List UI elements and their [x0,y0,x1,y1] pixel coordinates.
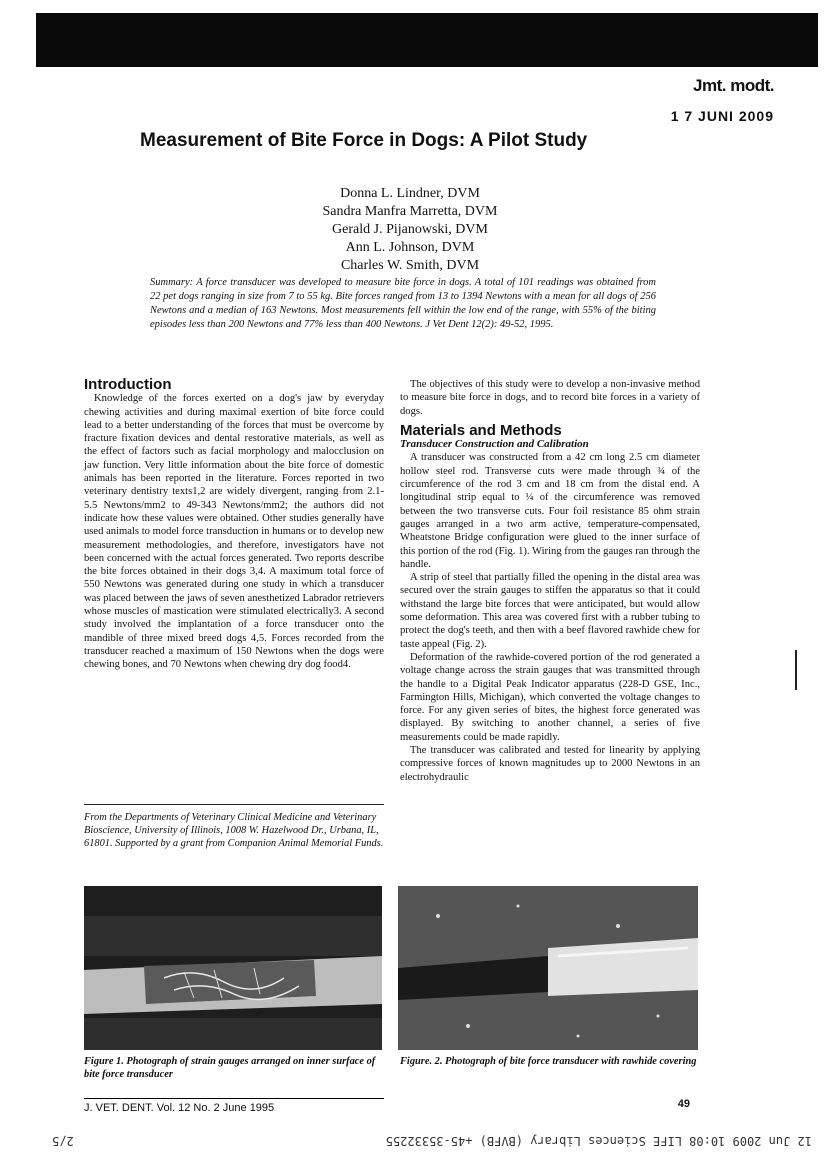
figure-2-photo [398,886,698,1050]
methods-subheading: Transducer Construction and Calibration [400,438,589,451]
methods-paragraph: A transducer was constructed from a 42 cm long 2.5 cm diameter hollow steel rod. Transverse cuts were made through ¾ of the circumference of the rod 3 cm and 18 cm from the distal end. A longitudinal strip equal to ¼ of the circumference was removed between the two transverse cuts. Four foil resistance 85 ohm strain gauges arranged in a two arm active, temperature-compensated, Wheatstone Bridge configuration were glued to the inner surface of this portion of the rod (Fig. 1). Wiring from the gauges ran through the handle. [400,452,700,570]
margin-mark [795,650,797,690]
author-item: Ann L. Johnson, DVM [345,240,475,255]
affiliation-note: From the Departments of Veterinary Clinical Medicine and Veterinary Bioscience, University of Illinois, 1008 W. Hazelwood Dr., Urbana, IL, 61801. Supported by a grant from Companion Animal Memorial Funds. [84,804,384,850]
fax-transmission-text: 12 Jun 2009 10:08 LIFE Sciences Library (BVFB) +45-35332255 [385,1134,812,1148]
intro-paragraph: Knowledge of the forces exerted on a dog's jaw by everyday chewing activities and during maximal exertion of bite force could lead to a better understanding of the forces that must be overcome by fracture fixation devices and dental restorative materials, as well as the effect of factors such as facial morphology and malocclusion on jaw function. Very little information about the bite force of domestic animals has been reported in the literature. Forces reported in two veterinary dentistry texts1,2 are widely divergent, ranging from 2.1-5.5 Newtons/mm2 to 49-343 Newtons/mm2; the authors did not indicate how these values were obtained. Other studies generally have used animals to model force transduction in humans or to develop new measurement methodologies, and therefore, investigators have not been concerned with the actual forces generated. Two reports describe the bite forces obtained in their dogs 3,4. A maximum total force of 550 Newtons was generated during one study in which a transducer was placed between the jaws of seven anesthetized Labrador retrievers whose muscles of mastication were stimulated electrically3. A second study involved the implantation of a force transducer onto the mandible of three mixed breed dogs 4,5. Forces recorded from the transducer reached a maximum of 150 Newtons when the dogs were chewing bones, and 70 Newtons when chewing dry dog food4. [84,393,384,671]
figure-1-photo [84,886,382,1050]
author-item: Donna L. Lindner, DVM [340,186,480,201]
right-column [400,378,700,784]
fax-header-line [52,1128,812,1148]
received-stamp-line1: Jmt. modt. [693,76,774,95]
journal-citation: J. VET. DENT. Vol. 12 No. 2 June 1995 [84,1098,384,1114]
scan-header-bar [36,13,818,67]
page-number: 49 [677,1098,690,1110]
methods-paragraph: The transducer was calibrated and tested for linearity by applying compressive forces of known magnitudes up to 2000 Newtons in an electrohydraulic [400,745,700,783]
methods-paragraph: Deformation of the rawhide-covered portion of the rod generated a voltage change across the strain gauges that was transmitted through the handle to a Digital Peak Indicator apparatus (228-D GSE, Inc., Farmington Hills, Michigan), which converted the voltage changes to force. For any given series of bites, the highest force generated was displayed. By switching to another channel, a series of five measurements could be made rapidly. [400,651,700,743]
methods-paragraph: A strip of steel that partially filled the opening in the distal area was secured over the strain gauges to stiffen the apparatus so that it could withstand the large bite forces that were anticipated, but would allow some deformation. This area was covered first with a rubber tubing to protect the dog's teeth, and then with a beef flavored rawhide chew for taste appeal (Fig. 2). [400,572,700,650]
abstract-summary: Summary: A force transducer was developed to measure bite force in dogs. A total of 101 readings was obtained from 22 pet dogs ranging in size from 7 to 55 kg. Bite forces ranged from 13 to 1394 Newtons with a mean for all dogs of 256 Newtons and a median of 163 Newtons. Most measurements fell within the low end of the range, with 55% of the biting episodes less than 200 Newtons and 77% less than 400 Newtons. J Vet Dent 12(2): 49-52, 1995. [150,277,656,330]
fax-page-count: 2/5 [52,1134,74,1148]
author-list [250,185,570,275]
author-item: Sandra Manfra Marretta, DVM [322,204,498,219]
rawhide-transducer-image [398,886,698,1050]
strain-gauge-image [84,886,382,1050]
author-item: Gerald J. Pijanowski, DVM [332,222,488,237]
received-stamp-date: 1 7 JUNI 2009 [670,108,774,124]
figure-2-caption: Figure. 2. Photograph of bite force transducer with rawhide covering [400,1056,697,1067]
author-item: Charles W. Smith, DVM [340,258,480,273]
objectives-paragraph: The objectives of this study were to develop a non-invasive method to measure bite force in dogs, and to record bite forces in a variety of dogs. [400,379,700,417]
figure-1-caption: Figure 1. Photograph of strain gauges arranged on inner surface of bite force transducer [84,1056,376,1080]
left-column [84,378,384,672]
methods-heading: Materials and Methods [400,421,562,439]
article-title: Measurement of Bite Force in Dogs: A Pilot Study [140,130,588,151]
intro-heading: Introduction [84,376,172,393]
